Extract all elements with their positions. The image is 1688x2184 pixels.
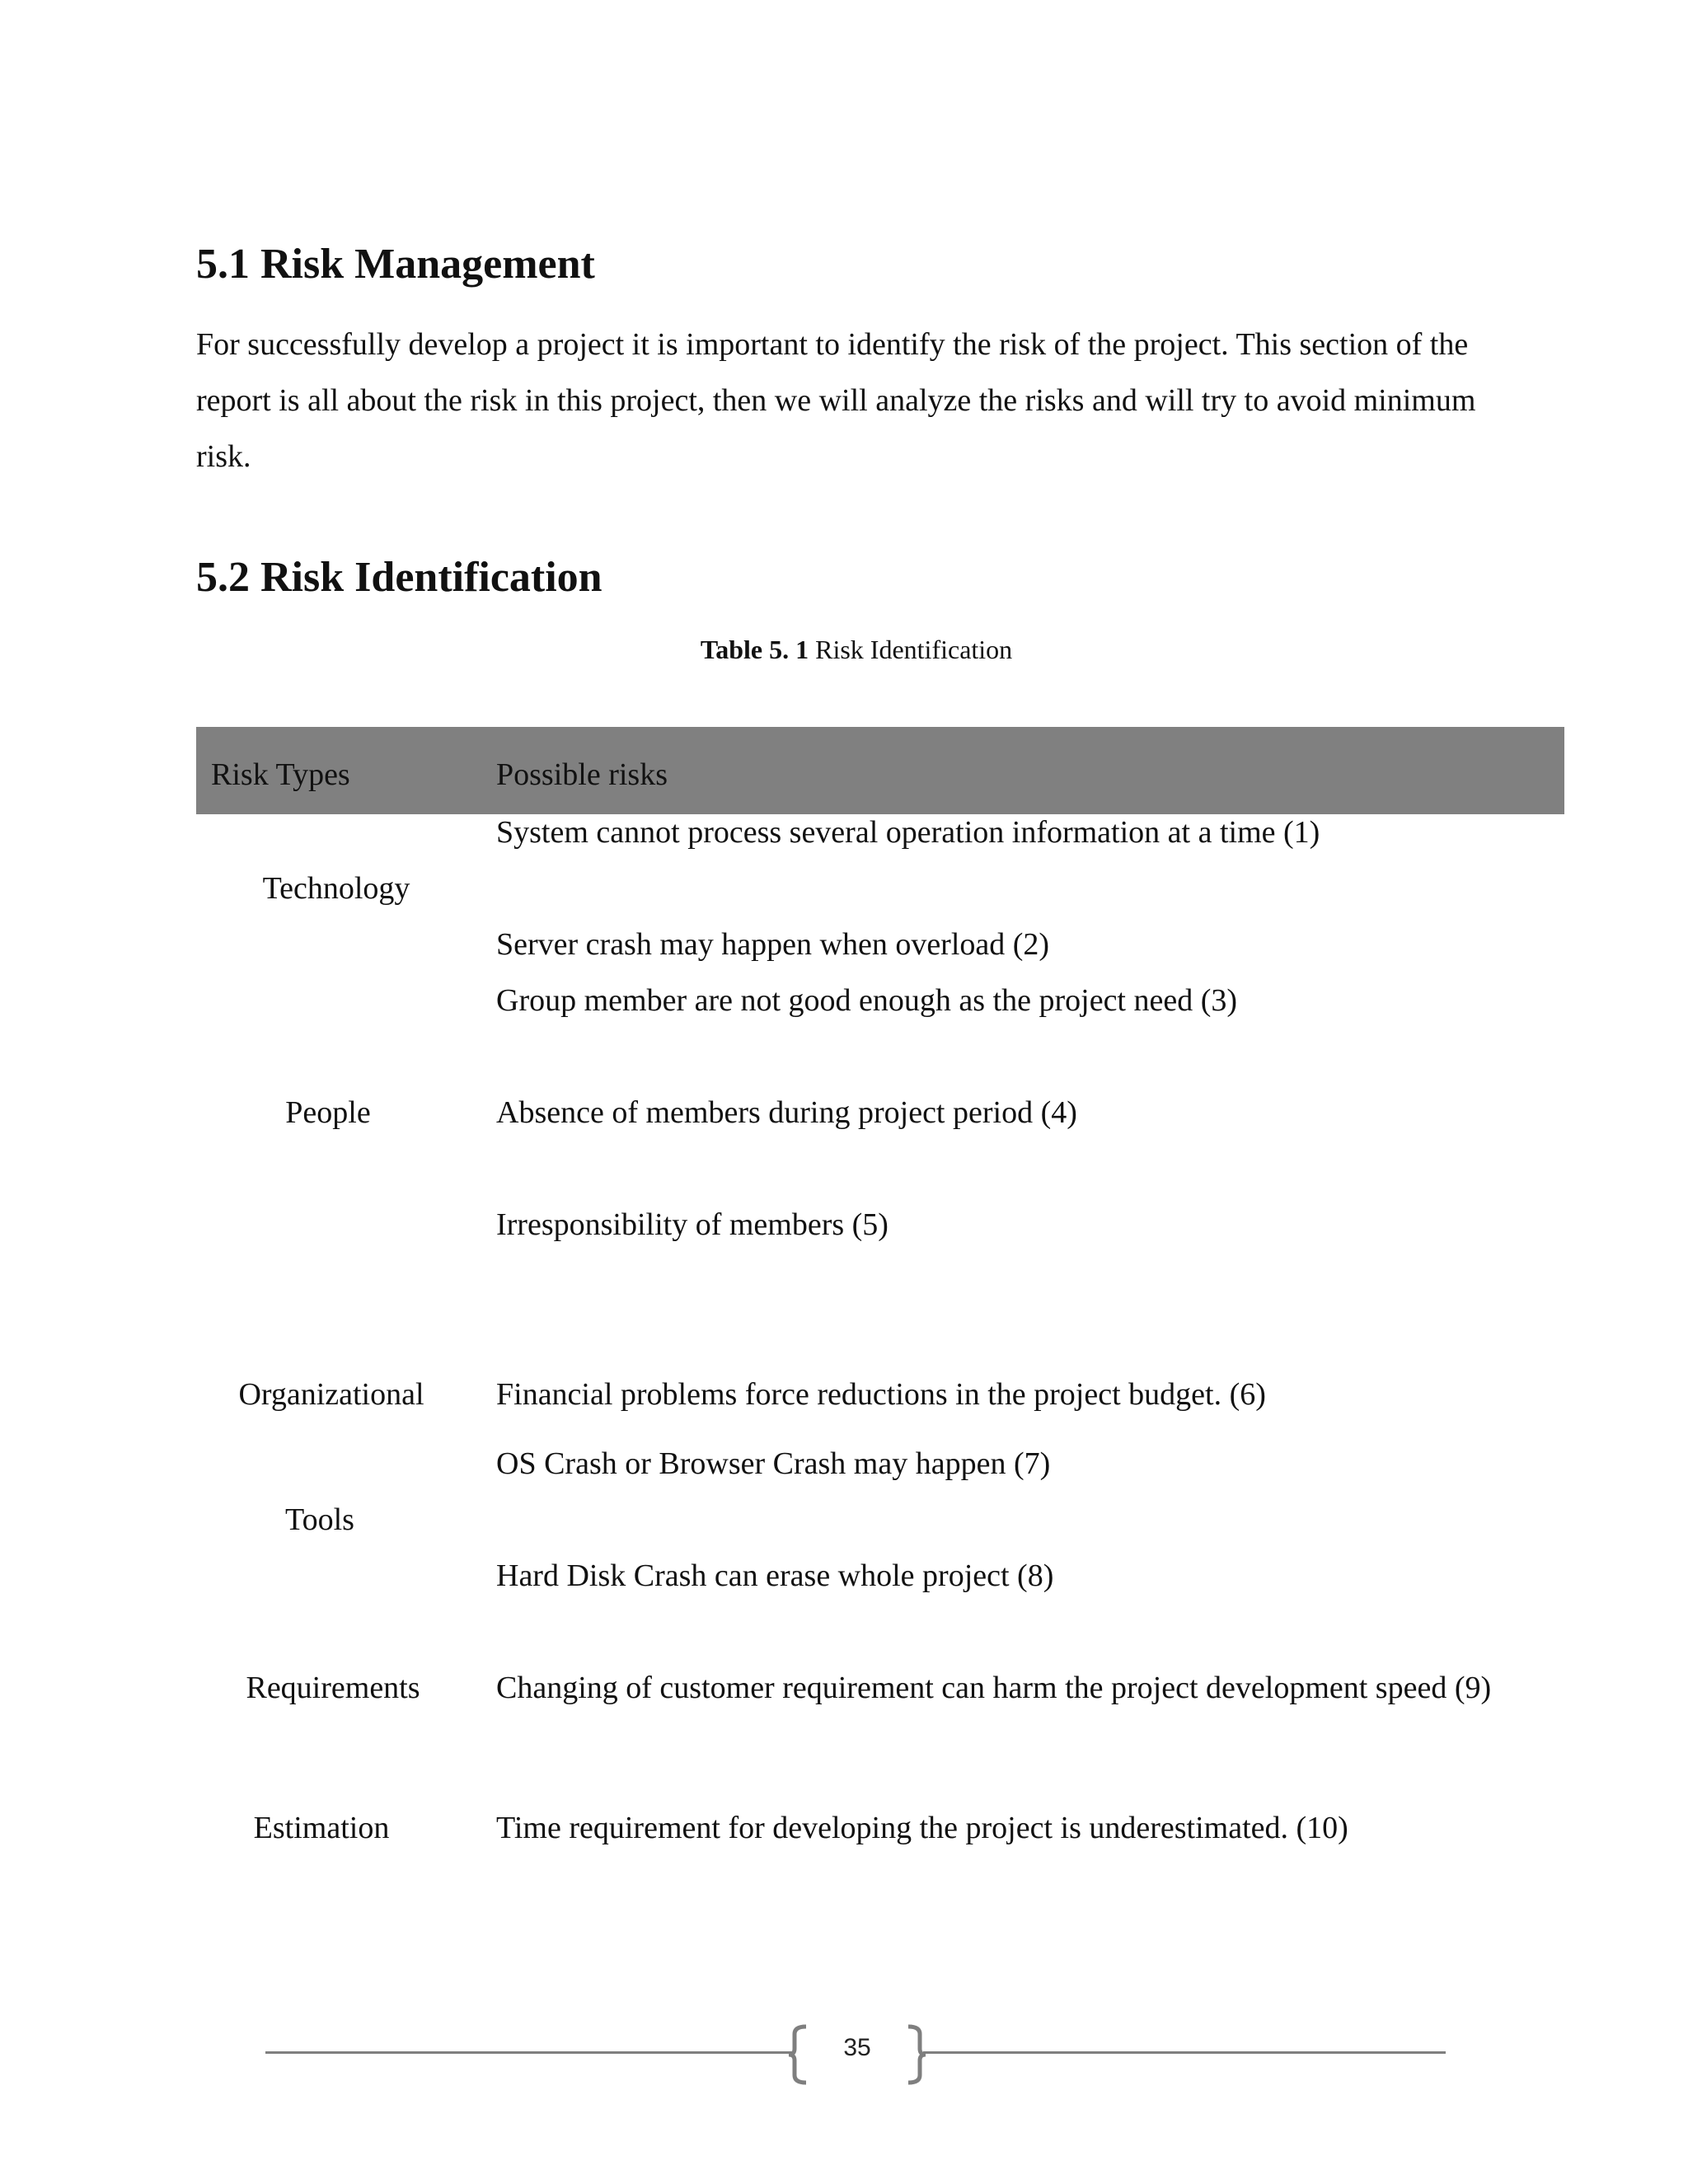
risk-item-9: Changing of customer requirement can harm the project development speed (9) [496, 1671, 1492, 1705]
table-caption-label: Table 5. 1 [700, 635, 809, 664]
table-caption [0, 635, 1688, 665]
table-caption-text: Risk Identification [809, 635, 1013, 664]
section-title-risk-identification: 5.2 Risk Identification [196, 554, 603, 601]
risk-item-7: OS Crash or Browser Crash may happen (7) [496, 1446, 1051, 1481]
risk-item-10: Time requirement for developing the project is underestimated. (10) [496, 1811, 1348, 1845]
risk-item-3: Group member are not good enough as the project need (3) [496, 983, 1238, 1018]
risk-item-2: Server crash may happen when overload (2) [496, 927, 1050, 962]
intro-paragraph: For successfully develop a project it is important to identify the risk of the project. This section of the report is all about the risk in this project, then we will analyze the risks and will try to avoid minimum risk. [196, 327, 1476, 474]
risk-item-4: Absence of members during project period (4) [496, 1095, 1077, 1130]
risk-type-tools: Tools [285, 1502, 354, 1537]
risk-item-1: System cannot process several operation information at a time (1) [496, 815, 1320, 850]
risk-type-requirements: Requirements [246, 1671, 420, 1705]
risk-item-8: Hard Disk Crash can erase whole project (8) [496, 1558, 1054, 1593]
footer-rule-right [923, 2051, 1446, 2054]
header-possible-risks: Possible risks [496, 757, 668, 792]
risk-item-5: Irresponsibility of members (5) [496, 1207, 889, 1242]
page-number: 35 [843, 2034, 871, 2061]
section-title-risk-management: 5.1 Risk Management [196, 241, 595, 288]
footer-right-brace-icon [903, 2024, 928, 2085]
risk-item-6: Financial problems force reductions in the project budget. (6) [496, 1377, 1266, 1412]
header-risk-types: Risk Types [211, 757, 350, 792]
table-header [196, 727, 1564, 814]
risk-type-estimation: Estimation [253, 1811, 390, 1845]
risk-type-technology: Technology [262, 871, 410, 906]
risk-type-organizational: Organizational [238, 1377, 424, 1412]
risk-type-people: People [285, 1095, 371, 1130]
footer-rule-left [265, 2051, 793, 2054]
